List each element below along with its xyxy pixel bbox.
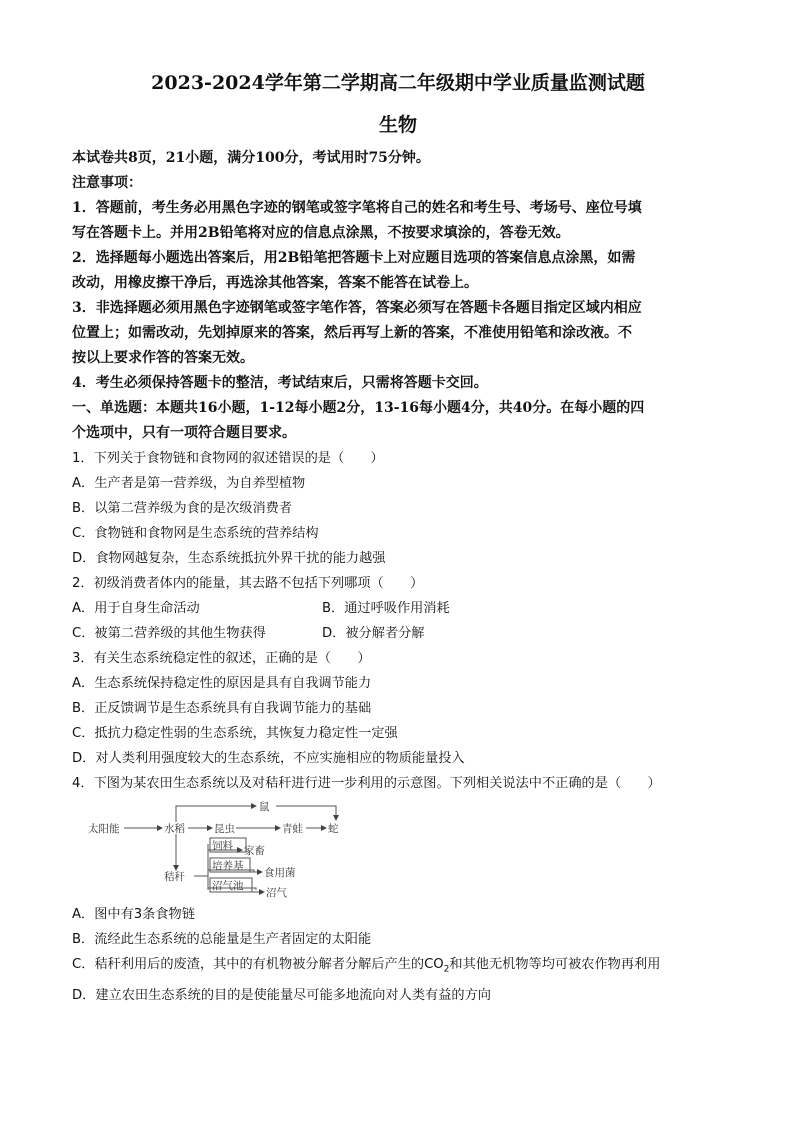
note-line: 按以上要求作答的答案无效。	[72, 350, 254, 366]
note-line: 位置上；如需改动，先划掉原来的答案，然后再写上新的答案，不准使用铅笔和涂改液。不	[72, 325, 632, 341]
q3-option-c: C．抵抗力稳定性弱的生态系统，其恢复力稳定性一定强	[72, 726, 398, 741]
q2-stem: 2．初级消费者体内的能量，其去路不包括下列哪项（ ）	[72, 576, 424, 591]
node-fungus: 食用菌	[264, 867, 296, 879]
node-feed: 饲料	[212, 840, 233, 852]
q2-option-a: A．用于自身生命活动	[72, 601, 200, 616]
q3-option-b: B．正反馈调节是生态系统具有自我调节能力的基础	[72, 701, 372, 716]
exam-title: 2023-2024学年第二学期高二年级期中学业质量监测试题	[151, 72, 645, 94]
q4-stem: 4．下图为某农田生态系统以及对秸秆进行进一步利用的示意图。下列相关说法中不正确的是（ ）	[72, 776, 661, 791]
q1-option-c: C．食物链和食物网是生态系统的营养结构	[72, 526, 319, 541]
node-sun: 太阳能	[88, 823, 120, 835]
q4-option-b: B．流经此生态系统的总能量是生产者固定的太阳能	[72, 932, 372, 947]
node-straw: 秸秆	[164, 871, 185, 883]
q4-option-a: A．图中有3条食物链	[72, 907, 195, 922]
node-substrate: 培养基	[212, 860, 244, 872]
note-line: 2．选择题每小题选出答案后，用2B铅笔把答题卡上对应题目选项的答案信息点涂黑，如需	[72, 250, 636, 266]
notes-heading: 注意事项：	[72, 175, 142, 191]
note-line: 3．非选择题必须用黑色字迹钢笔或签字笔作答，答案必须写在答题卡各题目指定区域内相应	[72, 300, 642, 316]
exam-page	[72, 68, 724, 1008]
q2-options-row2	[72, 621, 724, 646]
q2-option-d: D．被分解者分解	[322, 626, 425, 641]
q4-option-c-pre: C．秸秆利用后的废渣，其中的有机物被分解者分解后产生的CO	[72, 957, 444, 972]
node-frog: 青蛙	[282, 823, 303, 835]
co2-subscript: 2	[443, 964, 450, 975]
note-line: 写在答题卡上。并用2B铅笔将对应的信息点涂黑，不按要求填涂的，答卷无效。	[72, 225, 570, 241]
section-heading-cont: 个选项中，只有一项符合题目要求。	[72, 425, 296, 441]
node-insect: 昆虫	[214, 823, 235, 835]
note-line: 1．答题前，考生务必用黑色字迹的钢笔或签字笔将自己的姓名和考生号、考场号、座位号填	[72, 200, 642, 216]
section-heading: 一、单选题：本题共16小题，1-12每小题2分，13-16每小题4分，共40分。在每小题的四	[72, 400, 645, 416]
q4-option-c-post: 和其他无机物等均可被农作物再利用	[449, 957, 661, 972]
q1-option-d: D．食物网越复杂，生态系统抵抗外界干扰的能力越强	[72, 551, 386, 566]
q3-option-a: A．生态系统保持稳定性的原因是具有自我调节能力	[72, 676, 372, 691]
q3-option-d: D．对人类利用强度较大的生态系统，不应实施相应的物质能量投入	[72, 751, 465, 766]
node-rat: 鼠	[259, 801, 270, 813]
q3-stem: 3．有关生态系统稳定性的叙述，正确的是（ ）	[72, 651, 371, 666]
q1-option-b: B．以第二营养级为食的是次级消费者	[72, 501, 293, 516]
q2-option-b: B．通过呼吸作用消耗	[322, 601, 450, 616]
node-digester: 沼气池	[212, 880, 244, 892]
q1-option-a: A．生产者是第一营养级，为自养型植物	[72, 476, 306, 491]
q1-stem: 1．下列关于食物链和食物网的叙述错误的是（ ）	[72, 451, 384, 466]
farm-ecosystem-diagram	[84, 800, 364, 899]
q2-option-c: C．被第二营养级的其他生物获得	[72, 626, 266, 641]
node-snake: 蛇	[328, 823, 339, 835]
q2-options-row1	[72, 596, 724, 621]
node-rice: 水稻	[164, 823, 185, 835]
q4-option-d: D．建立农田生态系统的目的是使能量尽可能多地流向对人类有益的方向	[72, 987, 491, 1003]
q4-option-c	[72, 952, 724, 983]
node-biogas: 沼气	[266, 887, 287, 899]
note-line: 改动，用橡皮擦干净后，再选涂其他答案，答案不能答在试卷上。	[72, 275, 478, 291]
node-livestock: 家畜	[244, 845, 265, 857]
note-line: 4．考生必须保持答题卡的整洁，考试结束后，只需将答题卡交回。	[72, 375, 488, 391]
intro-line: 本试卷共8页，21小题，满分100分，考试用时75分钟。	[72, 150, 430, 166]
subject-title: 生物	[378, 114, 417, 136]
